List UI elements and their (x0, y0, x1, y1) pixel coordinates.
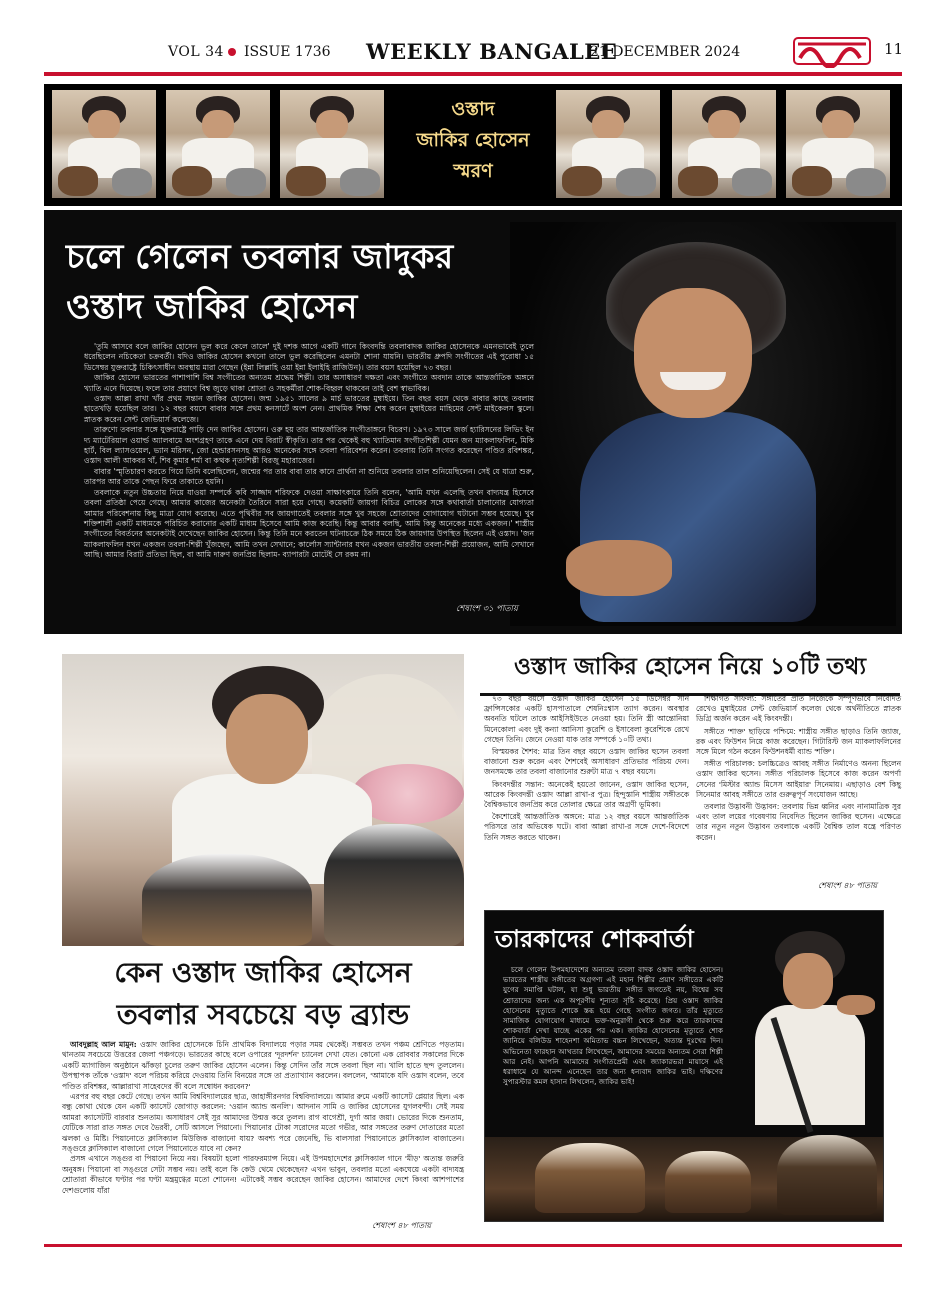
fact-paragraph: তবলার উদ্ভাবনী উদ্ভাবন: তবলায় ভিন্ন ধ্বনির এবং নানামাত্রিক সুর এবং তাল লয়ের গবেষণায় নিবেদিত ছিলেন জাকির হুসেন। এক্ষেত্রে তার নতুন নতুন উদ্ভাবন তবলাকে একটি বৈশ্বিক তাল যন্ত্রে পরিণত করেন। (696, 802, 901, 842)
separator-dot-icon (228, 48, 236, 56)
bangalee-logo-icon (792, 34, 872, 68)
memorial-caption (408, 94, 538, 187)
tabla-icon (777, 1135, 877, 1215)
condolence-box (484, 910, 884, 1222)
tabla-icon (665, 1151, 751, 1213)
continued-note: শেষাংশ ৩১ পাতায় (456, 603, 518, 613)
facts-column-right (696, 694, 901, 845)
strip-photo (280, 90, 384, 198)
article-paragraph: প্রসঙ্গ এখানে সঙ্গুর বা পিয়ানো নিয়ে নয়। বিষয়টা হলো পারফরম্যান্স নিয়ে। এই উপমহাদেশের ক্লাসিক্যাল গানে 'মীড়' অত্যন্ত জরুরি অনুষঙ্গ। পিয়ানো বা সঙ্গুরে সেটা সম্ভব নয়। তাই বলে কি কেউ থেমে থেকেছেন? এখন ভাবুন, তবলার মতো একঘেয়ে একটা বাদ্যযন্ত্র শ্রোতারা কীভাবে ঘণ্টার পর ঘণ্টা মন্ত্রমুগ্ধের মতো শোনেন! এটাকেই সম্ভব করেছেন জাকির হোসেন। আমাদের দেশে কিংবা আশপাশের দেশগুলোয় যাঁরা (62, 1154, 464, 1195)
header-divider (44, 72, 902, 76)
issue-date: 21 DECEMBER 2024 (590, 44, 741, 60)
brand-headline-line: তবলার সবচেয়ে বড় ব্র্যান্ড (116, 998, 410, 1031)
facts-headline: ওস্তাদ জাকির হোসেন নিয়ে ১০টি তথ্য (480, 648, 900, 696)
article-paragraph: তবলাকে নতুন উচ্চতায় নিয়ে যাওয়া সম্পর্কে কবি সাজ্জাদ শরিফকে দেওয়া সাক্ষাৎকারে তিনি বলেন, 'আমি যখন এলেছি তখন বাদ্যযন্ত্র হিসেবে তবলা প্রতিষ্ঠা পেয়ে গেছে। আমার কাজের অনেকটা তৈরিনে সারা হয়ে গেছে। কয়েকটি জায়গা বিচিত্র লোকের সঙ্গে কথাবার্তা চালানোর যোগ্যতা আমার পরিবেশনায় কিছু মাত্রা যোগ করেছে। এতে পৃথিবীর সব জায়গাতেই তবলার সঙ্গে খুব সহজে শ্রোতাদের যোগাযোগ ঘটানো সম্ভব হয়েছে। খুব শক্তিশালী একটি মাধ্যমকে পরিচিত করানোর একটি মাধ্যম হিসেবে আমি কাজ করেছি। কিন্তু আবার বলছি, আমি কিন্তু অনেকের মধ্যে একজন।' শাস্ত্রীয় সংগীতের বিবর্তনের অনেকটাই দেখেছেন জাকির হোসেন। কিন্তু তিনি মনে করতেন ঘটনাচক্রে ঠিক সময়ে ঠিক জায়গায় উপস্থিত ছিলেন এই ওস্তাদ। 'জন ম্যাকলাফলিন যখন একজন তবলা-শিল্পী খুঁজছেন, আমি তখন সেখানে; কার্লোস স্যান্টানার যখন একজন ভারতীয় তবলা-শিল্পী প্রয়োজন, আমি সেখানে আছি। আমার বিরাট প্রতিভা ছিল, বা আমি দারুণ জনপ্রিয় ছিলাম- ব্যাপারটা মোটেই সে রকম না। (84, 487, 534, 560)
article-paragraph: তারুণ্যে তবলার সঙ্গে যুক্তরাষ্ট্রে পাড়ি দেন জাকির হোসেন। ওরু হয় তার আন্তর্জাতিক সংগীতাঙ্গনে বিচরণ। ১৯৭৩ সালে জর্জ হ্যারিসনের লিভিং ইন দ্য ম্যাটেরিয়াল ওয়ার্ল্ড অ্যালবামে অংশগ্রহণ তাকে এনে দেয় বিরাট স্বীকৃতি। তার পর থেকেই বহু খ্যাতিমান সংগীতশিল্পী যেমন জন ম্যাকলাফলিন, মিকি হার্ট, বিল ল্যাসওয়েল, ভ্যান মরিসন, জো হেন্ডারসনসহ আরও অনেকের সঙ্গে তবলা পরিবেশন করেন। তবলায় তিনি সংগত করেছেন পণ্ডিত রবিশঙ্কর, ওস্তাদ আলী আকবর খাঁ, শিব কুমার শর্মা বা কত্থক নৃত্যশিল্পী বিরজু মহারাজের। (84, 425, 534, 466)
strip-photo (166, 90, 270, 198)
strip-photo (672, 90, 776, 198)
article-paragraph: ওস্তাদ আল্লা রাখা খাঁর প্রথম সন্তান জাকির হোসেন। জন্ম ১৯৫১ সালের ৯ মার্চ ভারতের মুম্বাইয়ে। তিন বছর বয়স থেকে বাবার কাছে তবলায় হাতেখড়ি হয়েছিল তার। ১২ বছর বয়সে বাবার সঙ্গে প্রথম কনসার্টে অংশ নেন। প্রাথমিক শিক্ষা শেষ করেন মুম্বাইয়ের মাহিমের সেন্ট মাইকেলস স্কুলে। স্নাতক করেন সেন্ট জেভিয়ার্স কলেজে। (84, 394, 534, 424)
publication-title: WEEKLY BANGALEE (366, 39, 618, 64)
tabla-icon (535, 1143, 645, 1213)
article-paragraph: বাবার 'স্মৃতিচারণ করতে গিয়ে তিনি বলেছিলেন, জন্মের পর তার বাবা তার কানে প্রার্থনা না শুনিয়ে তবলার তাল শুনিয়েছিলেন। সেই যে যাত্রা শুরু, তারপর আর তাকে পেছন ফিরে তাকাতে হয়নি। (84, 466, 534, 487)
lead-story (44, 210, 902, 634)
issue-label: ISSUE 1736 (244, 44, 331, 60)
fact-paragraph: সঙ্গীতে 'শাক্ত' ছাড়িয়ে পশ্চিমে: শাস্ত্রীয় সঙ্গীত ছাড়াও তিনি জ্যাজ, রক এবং ফিউশন নিয়ে কাজ করেছেন। গিটারিস্ট জন ম্যাকলাফলিনের সঙ্গে মিলে গঠন করেন ফিউশনধর্মী ব্যান্ড 'শক্তি'। (696, 726, 901, 757)
performer-photo (737, 925, 877, 1125)
fact-paragraph: সঙ্গীত পরিচালক: চলচ্চিত্রেও আবহ সঙ্গীত নির্মাণেও অনন্য ছিলেন ওস্তাদ জাকির হুসেন। সঙ্গীত পরিচালক হিসেবে কাজ করেন অপর্ণা সেনের 'মিস্টার অ্যান্ড মিসেস আইয়ার' সিনেমায়। এছাড়াও বেশ কিছু সিনেমার আবহ সঙ্গীতে তার গুরুত্বপূর্ণ সংযোজন আছে। (696, 759, 901, 799)
condolence-headline: তারকাদের শোকবার্তা (495, 925, 694, 953)
memorial-line: ওস্তাদ (451, 98, 495, 120)
brand-article-body (62, 1040, 464, 1196)
fact-paragraph: বিস্ময়কর শৈশব: মাত্র তিন বছর বয়সে ওস্তাদ জাকির হুসেন তবলা বাজানো শুরু করেন এবং শৈশবেই অসাধারণ প্রতিভার পরিচয় দেন। জনসমক্ষে তার তবলা বাজানোর শুরুটা মাত্র ৭ বছর বয়সে। (484, 747, 689, 777)
article-paragraph: 'তুমি আসবে বলে জাকির হোসেন ভুল করে কেলে তালে' দুই দশক আগে একটি গানে কিংবদন্তি তবলাবাদক জাকির হোসেনকে এমনভাবেই তুলে ধরেছিলেন নচিকেতা চক্রবর্তী। যদিও জাকির হোসেন কখনো তালে ভুল করেছিলেন এমনটা শোনা যায়নি। ভারতীয় ধ্রুপদি সংগীতের এই পুরোধা ১৫ ডিসেম্বর যুক্তরাষ্ট্রে চিকিৎসাধীন অবস্থায় মারা গেছেন (ইন্না লিল্লাহি ওয়া ইন্না ইলাইহি রাজিউন)। তার বয়স হয়েছিল ৭৩ বছর। (84, 342, 534, 372)
memorial-line: জাকির হোসেন (416, 129, 530, 151)
lead-article-body (84, 342, 534, 561)
lead-portrait-photo (510, 222, 896, 626)
memorial-line: স্মরণ (453, 160, 493, 182)
fact-paragraph: ৭৩ বছর বয়সে ওস্তাদ জাকির হোসেন ১৫ ডিসেম্বর সান ফ্রান্সিসকোর একটি হাসপাতালে শেষনিঃশ্বাস ত্যাগ করেন। অবস্থার অবনতি ঘটলে তাকে আইসিইউতে নেওয়া হয়। তিনি স্ত্রী আন্তোনিয়া মিনেকোলা এবং দুই কন্যা আনিসা কুরেশি ও ইসাবেলা কুরেশিকে রেখে গেছেন তিনি। জেনে নেওয়া যাক তার সম্পর্কে ১০টি তথ্য। (484, 694, 689, 744)
strip-photo (52, 90, 156, 198)
memorial-photo-strip (44, 84, 902, 206)
fact-paragraph: শিক্ষাগত সাফল্য: সঙ্গীতের প্রতি নিজেকে সম্পূর্ণভাবে নিবেদিত রেখেও মুম্বাইয়ের সেন্ট জেভিয়ার্স কলেজ থেকে অর্থনীতিতে স্নাতক ডিগ্রি অর্জন করেন এই কিংবদন্তী। (696, 694, 901, 724)
brand-headline (62, 952, 464, 1036)
author-byline: আবদুল্লাহ আল মামুন: (70, 1040, 137, 1049)
condolence-body (503, 965, 723, 1087)
strip-photo (786, 90, 890, 198)
article-paragraph: চলে গেলেন উপমহাদেশের অন্যতম তবলা বাদক ওস্তাদ জাকির হোসেন। ভারতের শাস্ত্রীয় সঙ্গীতের অগ্রগণ্য এই মহান শিল্পীর প্রয়াণ সঙ্গীতের একটি যুগের সমাপ্তি ঘটাল, যা শুধু ভারতীয় সঙ্গীত জগতেই নয়, বিশ্বের সব শ্রোতাদের জন্য এক অপূরণীয় শূন্যতা সৃষ্টি করেছে। প্রিয় ওস্তাদ জাকির হোসেনের মৃত্যুতে শোকে স্তব্ধ হয়ে গেছে সংগীত জগত। তাঁর মৃত্যুতে সামাজিক যোগাযোগ মাধ্যমে ভক্ত-অনুরাগী থেকে শুরু করে তারকাদের শোকবার্তা দেখা যাচ্ছে একের পর এক। জাকির হোসেনের মৃত্যুতে শোক জানিয়ে বলিউড শাহেনশা অমিতাভ বচ্চন লিখেছেন, অত্যন্ত দুঃখের দিন। অভিনেতা ফারহান আখতার লিখেছেন, আমাদের সময়ের অন্যতম সেরা শিল্পী আর নেই। আপনি আমাদের সংগীতপ্রেমী এবং জ্যাকারভরা মায়াসে এই ধরাধামে যে আনন্দ এনেছেন তার জন্য ধন্যবাদ জাকির ভাই। দক্ষিণের সুপারস্টার কমল হাসান লিখলেন, জাকির ভাই! (503, 965, 723, 1087)
lead-headline-line: ওস্তাদ জাকির হোসেন (66, 287, 358, 327)
article-text: ওস্তাদ জাকির হোসেনকে চিনি প্রাথমিক বিদ্যালয়ে পড়ার সময় থেকেই। সম্ভবত তখন পঞ্চম শ্রেণিতে পড়তাম। থানতাম সবচেয়ে উত্তরের জেলা পঞ্চগড়ে। ভারতের কাছে বলে ওপারের 'দূরদর্শন' চ্যানেল দেখা যেত। কোনো এক রোববার সকালের দিকে একটি ম্যাগাজিন অনুষ্ঠানে ঝাঁকড়া চুলের তরুণ জাকির হোসেন এলেন। কিন্তু সেদিন তাঁর সঙ্গে তবলা ছিল না। খালি হাতে ছন্দ তুললেন। উপস্থাপক তাঁকে 'ওস্তাদ' বলে পরিচয় করিয়ে দেওয়ায় তিনি বিনয়ের সঙ্গে তা প্রত্যাখ্যান করলেন। বললেন, 'আমাকে যদি ওস্তাদ বলেন, তবে পণ্ডিত রবিশঙ্কর, আল্লারাখা সাহেবদের কী বলে সম্বোধন করবেন?' (62, 1040, 464, 1091)
fact-paragraph: কৈশোরেই আন্তর্জাতিক অঙ্গনে: মাত্র ১২ বছর বয়সে আন্তর্জাতিক পরিসরে তার অভিষেক ঘটে। বাবা আল্লা রাখা-র সঙ্গে দেশে-বিদেশে তিনি সঙ্গত করতে থাকেন। (484, 812, 689, 842)
fact-paragraph: কিংবদন্তীর সন্তান: অনেকেই হয়তো জানেন, ওস্তাদ জাকির হুসেন, আরেক কিংবদন্তী ওস্তাদ আল্লা রাখা-র পুত্র। হিন্দুস্তানি শাস্ত্রীয় সঙ্গীতকে বৈশ্বিকভাবে জনপ্রিয় করে তোলার ক্ষেত্রে তার অগ্রণী ভূমিকা। (484, 779, 689, 810)
facts-column-left (484, 694, 689, 845)
article-paragraph (62, 1040, 464, 1092)
brand-headline-line: কেন ওস্তাদ জাকির হোসেন (114, 956, 412, 989)
continued-note: শেষাংশ ৪৮ পাতায় (372, 1221, 432, 1230)
masthead (44, 30, 902, 72)
volume-label: VOL 34 (168, 44, 224, 60)
lead-headline-line: চলে গেলেন তবলার জাদুকর (66, 237, 454, 277)
strip-photo (556, 90, 660, 198)
footer-divider (44, 1244, 902, 1247)
page-number: 11 (884, 40, 904, 58)
tabla-performance-photo (62, 654, 464, 946)
article-paragraph: জাকির হোসেন ভারতের পাশাপাশি বিশ্ব সংগীতের অন্যতম শ্রদ্ধেয় শিল্পী। তার অসাধারণ দক্ষতা এবং সংগীতে অবদান তাকে আন্তর্জাতিক অঙ্গনে খ্যাতি এনে দিয়েছে। ফলে তার প্রয়াণে বিশ্ব জুড়ে থাকা শ্রোতা ও সহকর্মীরা শোক-বিহ্বল থাকবেন তাই বেশ স্বাভাবিক। (84, 373, 534, 393)
continued-note: শেষাংশ ৪৮ পাতায় (818, 881, 878, 890)
article-paragraph: এরপর বহু বছর কেটে গেছে। তখন আমি বিশ্ববিদ্যালয়ের ছাত্র, জাহাঙ্গীরনগর বিশ্ববিদ্যালয়ে। আমার রুমে একটি ক্যাসেট প্লেয়ার ছিল। এক বন্ধু কোথা থেকে যেন একটি ক্যাসেট জোগাড় করলেন: 'ওয়ান অ্যান্ড অনলি'। আদনান সামি ও জাকির হোসেনের যুগলবন্দী। সেই সময় আমরা ক্যাসেটটি বারবার শুনতাম। অসাধারণ সেই সুর আমাদের উন্মত্ত করে তুলল। রাগ বাগেশ্রী, দুর্গা আর জয়া। ভোরের দিকে শুনতাম, যেটিকে সারা রাত সঙ্গত দেবে ভৈরবী, সেটি আসলে পিয়ানো। পিয়ানোর টোকা সরোদের মতো গভীর, আর সঙ্গতের তরুণ দোতারের মতো ঝলকা ও মিষ্টি। পিয়ানোতে ক্লাসিক্যাল মিউজিক বাজানো যায়? অবশ্য পরে জেনেছি, ভি বালসারা পিয়ানোতে ক্লাসিক্যাল বাজাতেন। সঙ্গুরে ক্লাসিক্যাল বাজানো গেলে পিয়ানোতে যাবে না কেন? (62, 1092, 464, 1154)
lead-headline (66, 232, 518, 332)
